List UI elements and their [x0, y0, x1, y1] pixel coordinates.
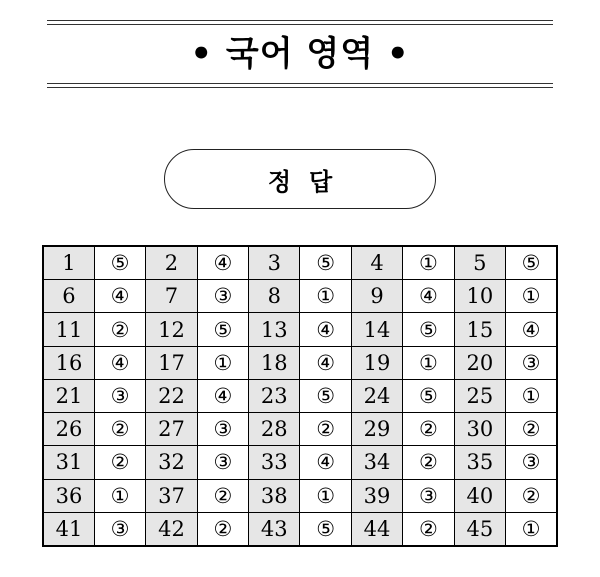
question-number: 14: [351, 313, 402, 346]
answer-choice: ⑤: [94, 246, 145, 280]
question-number: 16: [43, 346, 94, 379]
answer-choice: ①: [506, 512, 557, 546]
question-number: 19: [351, 346, 402, 379]
answer-choice: ②: [94, 413, 145, 446]
answer-choice: ②: [403, 512, 454, 546]
question-number: 44: [351, 512, 402, 546]
question-number: 25: [454, 379, 505, 412]
answer-choice: ②: [506, 479, 557, 512]
question-number: 29: [351, 413, 402, 446]
answer-choice: ③: [403, 479, 454, 512]
answer-choice: ⑤: [403, 313, 454, 346]
table-row: [43, 479, 557, 512]
answer-choice: ②: [403, 413, 454, 446]
answer-choice: ①: [94, 479, 145, 512]
answer-choice: ④: [506, 313, 557, 346]
answer-choice: ③: [94, 512, 145, 546]
question-number: 32: [146, 446, 197, 479]
page-title: • 국어 영역 •: [190, 34, 410, 74]
answer-choice: ⑤: [403, 379, 454, 412]
question-number: 45: [454, 512, 505, 546]
answer-choice: ④: [197, 246, 248, 280]
question-number: 22: [146, 379, 197, 412]
answer-label: 정답: [164, 149, 436, 209]
answer-choice: ①: [403, 246, 454, 280]
question-number: 2: [146, 246, 197, 280]
answer-table: [42, 245, 558, 547]
question-number: 31: [43, 446, 94, 479]
answer-choice: ③: [506, 346, 557, 379]
answer-choice: ⑤: [300, 246, 351, 280]
question-number: 11: [43, 313, 94, 346]
answer-choice: ②: [403, 446, 454, 479]
answer-choice: ②: [94, 446, 145, 479]
answer-choice: ⑤: [197, 313, 248, 346]
question-number: 7: [146, 280, 197, 313]
answer-choice: ③: [506, 446, 557, 479]
table-row: [43, 446, 557, 479]
question-number: 9: [351, 280, 402, 313]
question-number: 5: [454, 246, 505, 280]
question-number: 13: [249, 313, 300, 346]
question-number: 1: [43, 246, 94, 280]
answer-choice: ②: [94, 313, 145, 346]
table-row: [43, 379, 557, 412]
question-number: 6: [43, 280, 94, 313]
question-number: 3: [249, 246, 300, 280]
bottom-double-rule: [47, 83, 553, 88]
question-number: 35: [454, 446, 505, 479]
answer-choice: ②: [197, 512, 248, 546]
answer-choice: ①: [506, 379, 557, 412]
title-banner: [47, 20, 553, 88]
question-number: 15: [454, 313, 505, 346]
question-number: 20: [454, 346, 505, 379]
question-number: 18: [249, 346, 300, 379]
answer-choice: ③: [197, 280, 248, 313]
answer-choice: ①: [403, 346, 454, 379]
answer-choice: ①: [300, 479, 351, 512]
question-number: 30: [454, 413, 505, 446]
question-number: 28: [249, 413, 300, 446]
answer-choice: ①: [197, 346, 248, 379]
table-row: [43, 346, 557, 379]
answer-table-body: [43, 246, 557, 546]
question-number: 27: [146, 413, 197, 446]
question-number: 10: [454, 280, 505, 313]
question-number: 24: [351, 379, 402, 412]
question-number: 12: [146, 313, 197, 346]
question-number: 43: [249, 512, 300, 546]
question-number: 21: [43, 379, 94, 412]
question-number: 4: [351, 246, 402, 280]
answer-choice: ③: [197, 446, 248, 479]
question-number: 34: [351, 446, 402, 479]
question-number: 23: [249, 379, 300, 412]
answer-choice: ④: [197, 379, 248, 412]
question-number: 8: [249, 280, 300, 313]
answer-choice: ⑤: [300, 512, 351, 546]
table-row: [43, 512, 557, 546]
question-number: 36: [43, 479, 94, 512]
answer-choice: ⑤: [506, 246, 557, 280]
question-number: 41: [43, 512, 94, 546]
question-number: 33: [249, 446, 300, 479]
answer-choice: ④: [94, 346, 145, 379]
answer-choice: ①: [506, 280, 557, 313]
table-row: [43, 313, 557, 346]
answer-choice: ④: [300, 346, 351, 379]
answer-choice: ②: [197, 479, 248, 512]
question-number: 42: [146, 512, 197, 546]
table-row: [43, 413, 557, 446]
answer-choice: ④: [300, 313, 351, 346]
question-number: 38: [249, 479, 300, 512]
answer-choice: ③: [94, 379, 145, 412]
answer-choice: ②: [300, 413, 351, 446]
table-row: [43, 246, 557, 280]
answer-choice: ③: [197, 413, 248, 446]
question-number: 26: [43, 413, 94, 446]
answer-choice: ④: [94, 280, 145, 313]
answer-choice: ④: [403, 280, 454, 313]
table-row: [43, 280, 557, 313]
answer-choice: ②: [506, 413, 557, 446]
question-number: 37: [146, 479, 197, 512]
top-double-rule: [47, 20, 553, 25]
question-number: 39: [351, 479, 402, 512]
question-number: 40: [454, 479, 505, 512]
answer-choice: ④: [300, 446, 351, 479]
question-number: 17: [146, 346, 197, 379]
answer-choice: ⑤: [300, 379, 351, 412]
answer-choice: ①: [300, 280, 351, 313]
